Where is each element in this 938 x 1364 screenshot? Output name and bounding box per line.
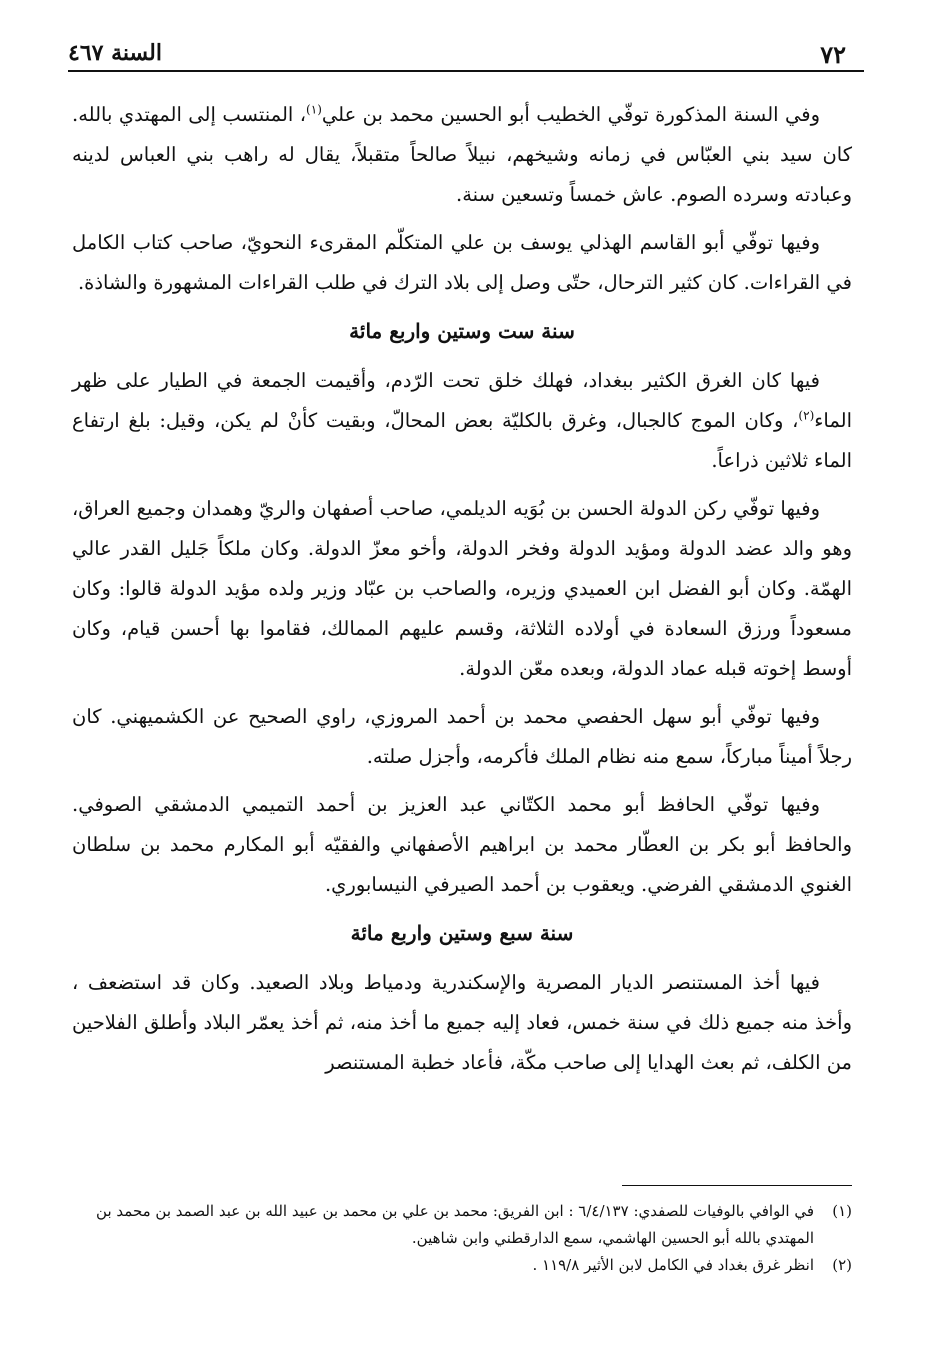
- paragraph: وفيها توفّي ركن الدولة الحسن بن بُوَيه الديلمي، صاحب أصفهان والريّ وهمدان وجميع العراق، وهو والد عضد الدولة ومؤيد الدولة وفخر الدولة، وأخو معزّ الدولة. وكان ملكاً جَليل القدر عالي الهمّة. وكان أبو الفضل ابن العميدي وزيره، والصاحب بن عبّاد وزير ولده مؤيد الدولة قالوا: وكان مسعوداً ورزق السعادة في أولاده الثلاثة، وقسم عليهم الممالك، فقاموا بها أحسن قيام، وكان أوسط إخوته قبله عماد الدولة، وبعده معّن الدولة.: [72, 497, 852, 680]
- section-heading: سنة ست وستين واربع مائة: [349, 319, 575, 343]
- header-rule: [68, 70, 864, 72]
- footnote: [72, 1198, 852, 1252]
- paragraph: وفيها توفّي الحافظ أبو محمد الكتّاني عبد العزيز بن أحمد التميمي الدمشقي الصوفي. والحافظ أبو بكر بن العطّار محمد بن ابراهيم الأصفهاني والفقيّه أبو المكارم محمد بن سلطان الغنوي الدمشقي الفرضي. ويعقوب بن أحمد الصيرفي النيسابوري.: [72, 793, 852, 896]
- footnote-mark: (٢): [832, 1256, 852, 1274]
- footnote-mark: (١): [832, 1202, 852, 1220]
- paragraph: فيها كان الغرق الكثير ببغداد، فهلك خلق تحت الرّدم، وأقيمت الجمعة في الطيار على ظهر الماء$^{(٢)}$، وكان الموج كالجبال، وغرق بالكليّة بعض المحالّ، وبقيت كأنْ لم يكن، وقيل: بلغ ارتفاع الماء ثلاثين ذراعاً.: [72, 369, 852, 472]
- page-body: [72, 95, 852, 1091]
- page-header: [68, 36, 864, 72]
- footnotes: [72, 1198, 852, 1279]
- footnote-ref: (١): [306, 102, 322, 117]
- section-heading: سنة سبع وستين واربع مائة: [350, 921, 574, 945]
- paragraph: وفيها توفّي أبو سهل الحفصي محمد بن أحمد المروزي، راوي الصحيح عن الكشميهني. كان رجلاً أميناً مباركاً، سمع منه نظام الملك فأكرمه، وأجزل صلته.: [72, 705, 852, 768]
- footnote-text: انظر غرق بغداد في الكامل لابن الأثير ١١٩/٨ .: [532, 1256, 814, 1274]
- footnote-text: في الوافي بالوفيات للصفدي: ٦/٤/١٣٧ : ابن الفريق: محمد بن علي بن محمد بن عبيد الله بن عبد الصمد بن محمد بن المهتدي بالله أبو الحسين الهاشمي، سمع الدارقطني وابن شاهين.: [96, 1202, 814, 1247]
- footnote: [72, 1252, 852, 1279]
- paragraph: فيها أخذ المستنصر الديار المصرية والإسكندرية ودمياط وبلاد الصعيد. وكان قد استضعف ، وأخذ منه جميع ذلك في سنة خمس، فعاد إليه جميع ما أخذ منه، ثم أخذ يعمّر البلاد وأطلق الفلاحين من الكلف، ثم بعث الهدايا إلى صاحب مكّة، فأعاد خطبة المستنصر: [72, 971, 852, 1074]
- footnote-ref: (٢): [798, 408, 815, 423]
- page-number: ٧٢: [820, 40, 846, 69]
- paragraph: وفي السنة المذكورة توفّي الخطيب أبو الحسين محمد بن علي$^{(١)}$، المنتسب إلى المهتدي بالله. كان سيد بني العبّاس في زمانه وشيخهم، نبيلاً صالحاً متقبلاً، يقال له راهب بني العباس لدينه وعبادته وسرده الصوم. عاش خمساً وتسعين سنة.: [72, 102, 852, 206]
- running-head: السنة ٤٦٧: [68, 40, 162, 66]
- paragraph: وفيها توفّي أبو القاسم الهذلي يوسف بن علي المتكلّم المقرىء النحويّ، صاحب كتاب الكامل في القراءات. كان كثير الترحال، حتّى وصل إلى بلاد الترك في طلب القراءات المشهورة والشاذة.: [72, 231, 852, 294]
- footnote-rule: [622, 1185, 852, 1186]
